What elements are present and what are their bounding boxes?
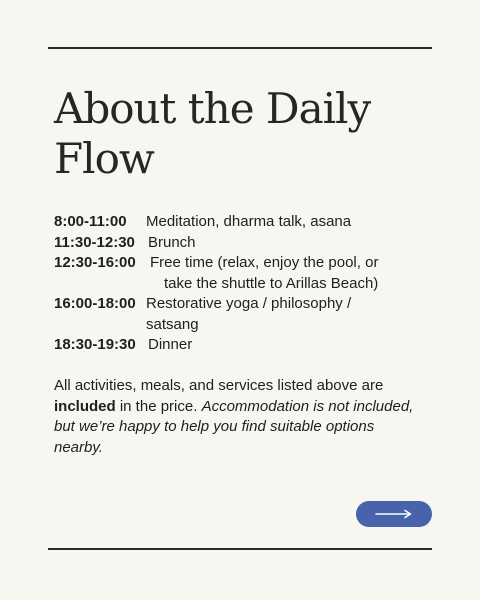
schedule-row xyxy=(54,212,434,233)
schedule-row xyxy=(54,294,434,335)
page-title: About the Daily Flow xyxy=(54,84,371,183)
bottom-divider xyxy=(48,548,432,550)
schedule-row xyxy=(54,233,434,254)
note-text: in the price. xyxy=(115,397,202,415)
top-divider xyxy=(48,47,432,49)
schedule-activity: Meditation, dharma talk, asana xyxy=(146,213,352,230)
schedule-activity-line: take the shuttle to Arillas Beach) xyxy=(164,274,379,292)
schedule-activity xyxy=(150,253,434,294)
schedule-activity-line: Restorative yoga / philosophy / xyxy=(146,295,352,312)
schedule-time: 8:00-11:00 xyxy=(54,213,127,230)
schedule-activity: Dinner xyxy=(148,336,193,353)
note-accommodation: Accommodation is not included, but we’re happy to help you find suitable options nearby. xyxy=(54,397,414,456)
schedule-time: 11:30-12:30 xyxy=(54,233,135,251)
schedule-row xyxy=(54,335,434,356)
pricing-note xyxy=(54,376,426,458)
schedule-time: 16:00-18:00 xyxy=(54,295,136,312)
schedule-activity: Brunch xyxy=(148,233,196,251)
schedule-activity-line: Free time (relax, enjoy the pool, or xyxy=(150,254,379,271)
schedule-time: 18:30-19:30 xyxy=(54,336,136,353)
schedule-activity-line: satsang xyxy=(146,315,199,333)
next-button[interactable] xyxy=(356,501,432,527)
schedule-time: 12:30-16:00 xyxy=(54,254,136,271)
daily-schedule xyxy=(54,212,434,356)
note-emphasis: included xyxy=(54,397,116,415)
arrow-right-icon xyxy=(375,509,413,519)
schedule-row xyxy=(54,253,434,294)
note-text: All activities, meals, and services listed above are xyxy=(54,377,384,394)
schedule-activity xyxy=(146,294,434,335)
